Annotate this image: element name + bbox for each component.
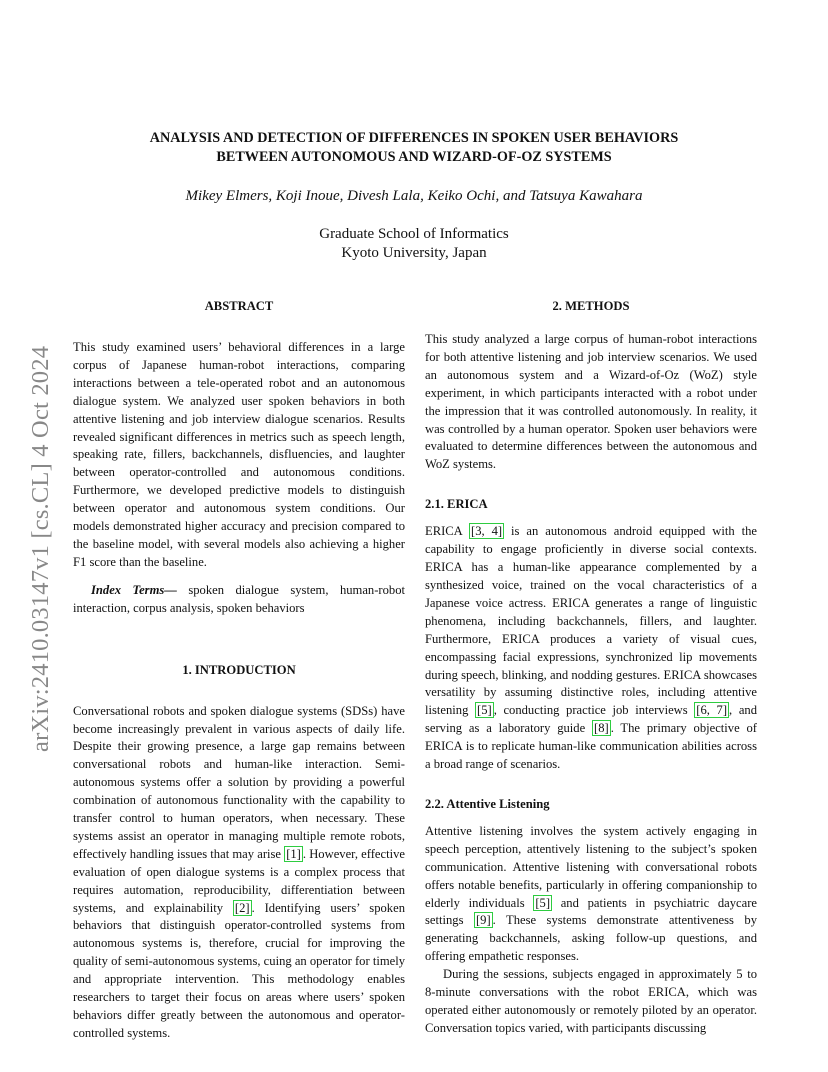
affiliation [100,225,728,263]
citation-link[interactable]: [5] [535,895,551,910]
title-line-1: ANALYSIS AND DETECTION OF DIFFERENCES IN SPOKEN USER BEHAVIORS [149,130,679,146]
attentive-text-1: Attentive listening involves the system actively engaging in speech perception, attentively listening to the subject’s spoken communication. Attentive listening with conversational robots offers notable benefits, particularly in offering companionship to elderly individuals [425,823,757,910]
erica-text-5: . The primary objective of ERICA is to replicate human-like communication abilities across a broad range of scenarios. [425,721,757,772]
methods-heading: 2. METHODS [552,299,630,313]
attentive-listening-paragraph-2: During the sessions, subjects engaged in approximately 5 to 8-minute conversations with the robot ERICA, which was operated either autonomously or remotely piloted by an operator. Conversation topics varied, with participants discussing [425,967,757,1035]
erica-text-3: , conducting practice job interviews [493,703,695,718]
erica-text-4: , and serving as a laboratory guide [425,703,757,736]
introduction-heading: 1. INTRODUCTION [182,662,296,677]
right-column [425,298,757,1038]
citation-link[interactable]: [1] [286,846,301,861]
title-line-2: BETWEEN AUTONOMOUS AND WIZARD-OF-OZ SYSTEMS [216,149,612,165]
affiliation-line-2: Kyoto University, Japan [341,245,487,261]
abstract-heading: ABSTRACT [204,299,274,313]
erica-heading: 2.1. ERICA [425,497,488,512]
citation-link[interactable]: [8] [594,721,609,736]
citation-link[interactable]: [3, 4] [471,524,503,539]
intro-text-c: . Identifying users’ spoken behaviors that distinguish operator-controlled systems from autonomous systems is, therefore, crucial for improving the quality of semi-autonomous systems, cuing an operator for timely and appropriate intervention. This methodology enables researchers to target their focus on areas where users’ spoken behaviors differ greatly between the autonomous and operator-controlled systems. [73,900,405,1040]
attentive-listening-paragraph [425,823,757,966]
erica-text-1: ERICA [425,524,470,539]
abstract-text: This study examined users’ behavioral differences in a large corpus of Japanese human-robot interactions, comparing interactions between a tele-operated robot and an autonomous dialogue system. We analyzed user spoken behaviors in both attentive listening and job interview dialogue scenarios. Results revealed significant differences in metrics such as speech length, speaking rate, fillers, backchannels, disfluencies, and laughter between operator-controlled and autonomous conditions. Furthermore, we developed predictive models to distinguish between operator and autonomous system conditions. Our models demonstrated higher accuracy and precision compared to the baseline model, with several models also achieving a higher F1 score than the baseline. [73,340,405,569]
attentive-text-3: . These systems demonstrate attentiveness by generating backchannels, asking follow-up questions, and offering empathetic responses. [425,913,757,964]
intro-text-b: . However, effective evaluation of open dialogue systems is a complex process that requires automation, reproducibility, differentiation between systems, and explainability [73,846,405,915]
arxiv-identifier: arXiv:2410.03147v1 [cs.CL] 4 Oct 2024 [27,345,54,752]
paper-title [100,129,728,167]
citation-link[interactable]: [9] [475,913,491,928]
left-column [73,298,405,1043]
author-list: Mikey Elmers, Koji Inoue, Divesh Lala, Keiko Ochi, and Tatsuya Kawahara [185,188,643,204]
affiliation-line-1: Graduate School of Informatics [319,226,509,242]
intro-text-a: Conversational robots and spoken dialogue systems (SDSs) have become increasingly prevalent in various aspects of daily life. Despite their growing presence, a large gap remains between conversational robots and human-like interaction. Semi-autonomous systems offer a solution by providing a powerful combination of autonomous functionality with the capability to transfer control to human operators, when necessary. These systems assist an operator in managing multiple remote robots, effectively handling issues that may arise [73,703,405,861]
attentive-text-2: and patients in psychiatric daycare settings [425,895,758,928]
citation-link[interactable]: [2] [234,900,250,915]
introduction-paragraph [73,703,405,1043]
citation-link[interactable]: [5] [477,703,492,718]
erica-text-2: is an autonomous android equipped with the capability to engage proficiently in diverse social contexts. ERICA has a human-like appearance complemented by a synthesized voice, trained on the vocal characteristics of a Japanese voice actress. ERICA generates a range of linguistic phenomena, including backchannels, fillers, and laughter. Furthermore, ERICA produces a variety of visual cues, encompassing facial expressions, synchronized lip movements during speech, blinking, and nodding gestures. ERICA showcases versatility by assuming distinctive roles, including attentive listening [425,524,757,718]
citation-link[interactable]: [6, 7] [696,703,728,718]
erica-paragraph [425,523,757,774]
methods-paragraph: This study analyzed a large corpus of human-robot interactions for both attentive listening and job interview scenarios. We used an autonomous system and a Wizard-of-Oz (WoZ) style experiment, in which participants interacted with a robot under the impression that it was controlled autonomously. In reality, it was controlled by a human operator. Spoken user behaviors were evaluated to determine differences between the autonomous and WoZ systems. [425,332,757,472]
index-terms-text: spoken dialogue system, human-robot interaction, corpus analysis, spoken behaviors [73,582,405,615]
attentive-listening-heading: 2.2. Attentive Listening [425,796,550,811]
index-terms [73,582,405,618]
index-terms-label: Index Terms— [91,582,177,597]
